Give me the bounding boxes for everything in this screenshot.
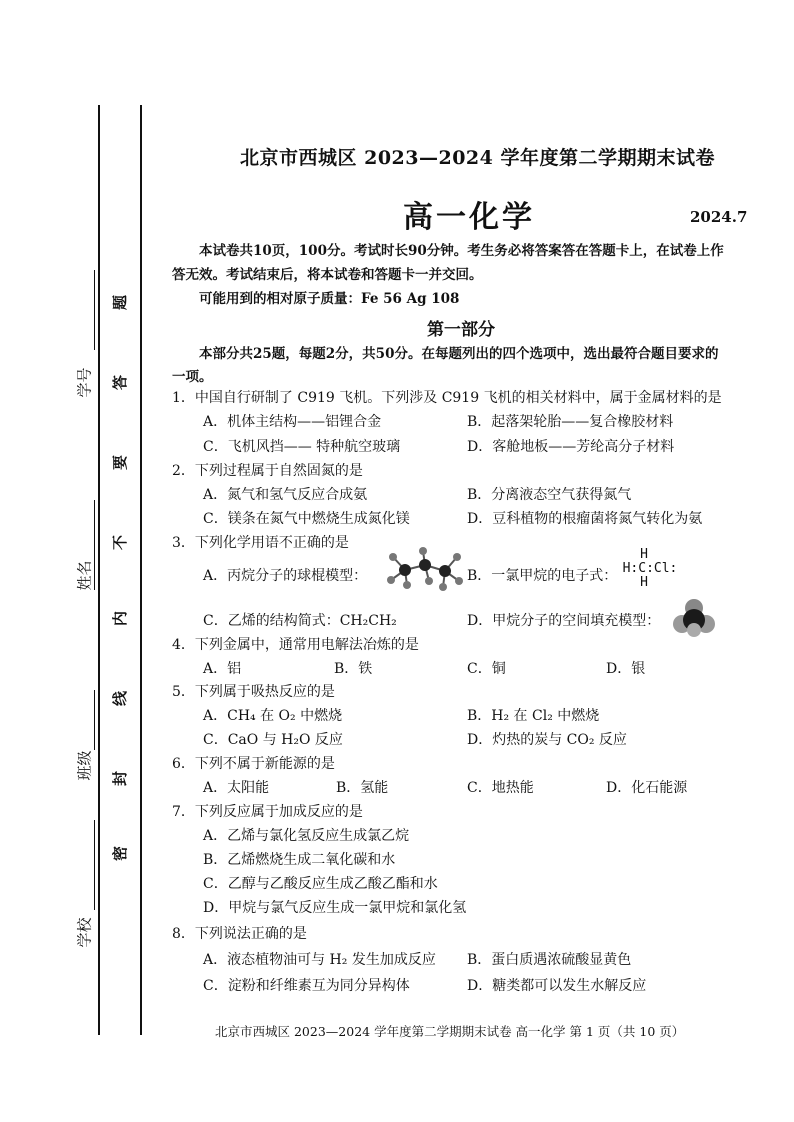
instructions-line-2: 答无效。考试结束后，将本试卷和答题卡一并交回。: [172, 267, 483, 283]
q6-stem: 6．下列不属于新能源的是: [172, 756, 335, 772]
seal-char-1: 题: [111, 294, 130, 311]
q8-option-b: B．蛋白质遇浓硫酸显黄色: [467, 952, 632, 968]
student-id-label: 学号: [75, 367, 94, 398]
instructions-line-1: 本试卷共10页，100分。考试时长90分钟。考生务必将答案答在答题卡上，在试卷上作: [199, 243, 724, 259]
q1-option-a: A．机体主结构——铝锂合金: [203, 414, 382, 430]
q5-option-a: A．CH₄ 在 O₂ 中燃烧: [203, 708, 343, 724]
seal-char-4: 不: [111, 534, 130, 551]
q1-option-d: D．客舱地板——芳纶高分子材料: [467, 439, 675, 455]
q8-option-d: D．糖类都可以发生水解反应: [467, 978, 647, 994]
q4-option-c: C．铜: [467, 661, 506, 677]
q3-option-b: B．一氯甲烷的电子式：: [467, 568, 618, 584]
q8-option-a: A．液态植物油可与 H₂ 发生加成反应: [203, 952, 436, 968]
seal-char-2: 答: [111, 374, 130, 391]
part-intro-1: 本部分共25题，每题2分，共50分。在每题列出的四个选项中，选出最符合题目要求的: [199, 346, 719, 362]
class-label: 班级: [75, 750, 94, 781]
seal-char-5: 内: [111, 610, 130, 627]
q4-option-a: A．铝: [203, 661, 242, 677]
q1-option-c: C．飞机风挡—— 特种航空玻璃: [203, 439, 401, 455]
q5-option-d: D．灼热的炭与 CO₂ 反应: [467, 732, 627, 748]
part-intro-2: 一项。: [172, 369, 213, 385]
atomic-mass-line: 可能用到的相对原子质量：Fe 56 Ag 108: [199, 291, 460, 307]
q4-option-d: D．银: [606, 661, 646, 677]
q7-option-c: C．乙醇与乙酸反应生成乙酸乙酯和水: [203, 876, 438, 892]
q2-option-a: A．氮气和氢气反应合成氨: [203, 487, 368, 503]
q5-option-b: B．H₂ 在 Cl₂ 中燃烧: [467, 708, 600, 724]
methane-space-filling-model: [672, 598, 716, 638]
chloromethane-electron-formula: [622, 548, 678, 590]
binding-line-left: [98, 105, 100, 1035]
q6-option-a: A．太阳能: [203, 780, 270, 796]
q3-stem: 3．下列化学用语不正确的是: [172, 535, 349, 551]
q8-option-c: C．淀粉和纤维素互为同分异构体: [203, 978, 410, 994]
electron-formula-middle: H:C:Cl:: [622, 561, 678, 576]
part-title: 第一部分: [427, 320, 495, 340]
q3-option-d: D．甲烷分子的空间填充模型：: [467, 613, 661, 629]
school-label: 学校: [75, 917, 94, 948]
q6-option-b: B．氢能: [336, 780, 389, 796]
q2-option-b: B．分离液态空气获得氮气: [467, 487, 632, 503]
propane-ball-stick-model: [385, 545, 465, 591]
q8-stem: 8．下列说法正确的是: [172, 926, 307, 942]
subject-title: 高一化学: [403, 200, 535, 235]
q7-option-a: A．乙烯与氯化氢反应生成氯乙烷: [203, 828, 410, 844]
page-footer: 北京市西城区 2023—2024 学年度第二学期期末试卷 高一化学 第 1 页（共 10 页）: [215, 1024, 685, 1039]
exam-date: 2024.7: [690, 208, 748, 226]
q2-option-d: D．豆科植物的根瘤菌将氮气转化为氨: [467, 511, 703, 527]
electron-formula-bottom: H: [640, 575, 648, 590]
q5-stem: 5．下列属于吸热反应的是: [172, 684, 335, 700]
q7-option-d: D．甲烷与氯气反应生成一氯甲烷和氯化氢: [203, 900, 467, 916]
seal-char-6: 线: [111, 690, 130, 707]
student-id-underline: [94, 270, 95, 350]
class-underline: [94, 690, 95, 750]
seal-char-3: 要: [111, 454, 130, 471]
seal-char-7: 封: [111, 770, 130, 787]
q3-option-a: A．丙烷分子的球棍模型：: [203, 568, 368, 584]
q4-stem: 4．下列金属中，通常用电解法冶炼的是: [172, 637, 419, 653]
q1-stem: 1．中国自行研制了 C919 飞机。下列涉及 C919 飞机的相关材料中，属于金属材料的是: [172, 390, 722, 406]
q4-option-b: B．铁: [334, 661, 373, 677]
q7-option-b: B．乙烯燃烧生成二氧化碳和水: [203, 852, 396, 868]
q5-option-c: C．CaO 与 H₂O 反应: [203, 732, 343, 748]
name-label: 姓名: [75, 560, 94, 591]
q2-option-c: C．镁条在氮气中燃烧生成氮化镁: [203, 511, 410, 527]
q2-stem: 2．下列过程属于自然固氮的是: [172, 463, 363, 479]
q3-option-c: C．乙烯的结构简式：CH₂CH₂: [203, 613, 397, 629]
q1-option-b: B．起落架轮胎——复合橡胶材料: [467, 414, 674, 430]
seal-char-8: 密: [111, 845, 130, 862]
electron-formula-top: H: [640, 547, 648, 562]
exam-title: 北京市西城区 2023—2024 学年度第二学期期末试卷: [240, 147, 715, 169]
q6-option-d: D．化石能源: [606, 780, 688, 796]
school-underline: [94, 820, 95, 910]
q6-option-c: C．地热能: [467, 780, 534, 796]
q7-stem: 7．下列反应属于加成反应的是: [172, 804, 363, 820]
binding-line-right: [140, 105, 142, 1035]
